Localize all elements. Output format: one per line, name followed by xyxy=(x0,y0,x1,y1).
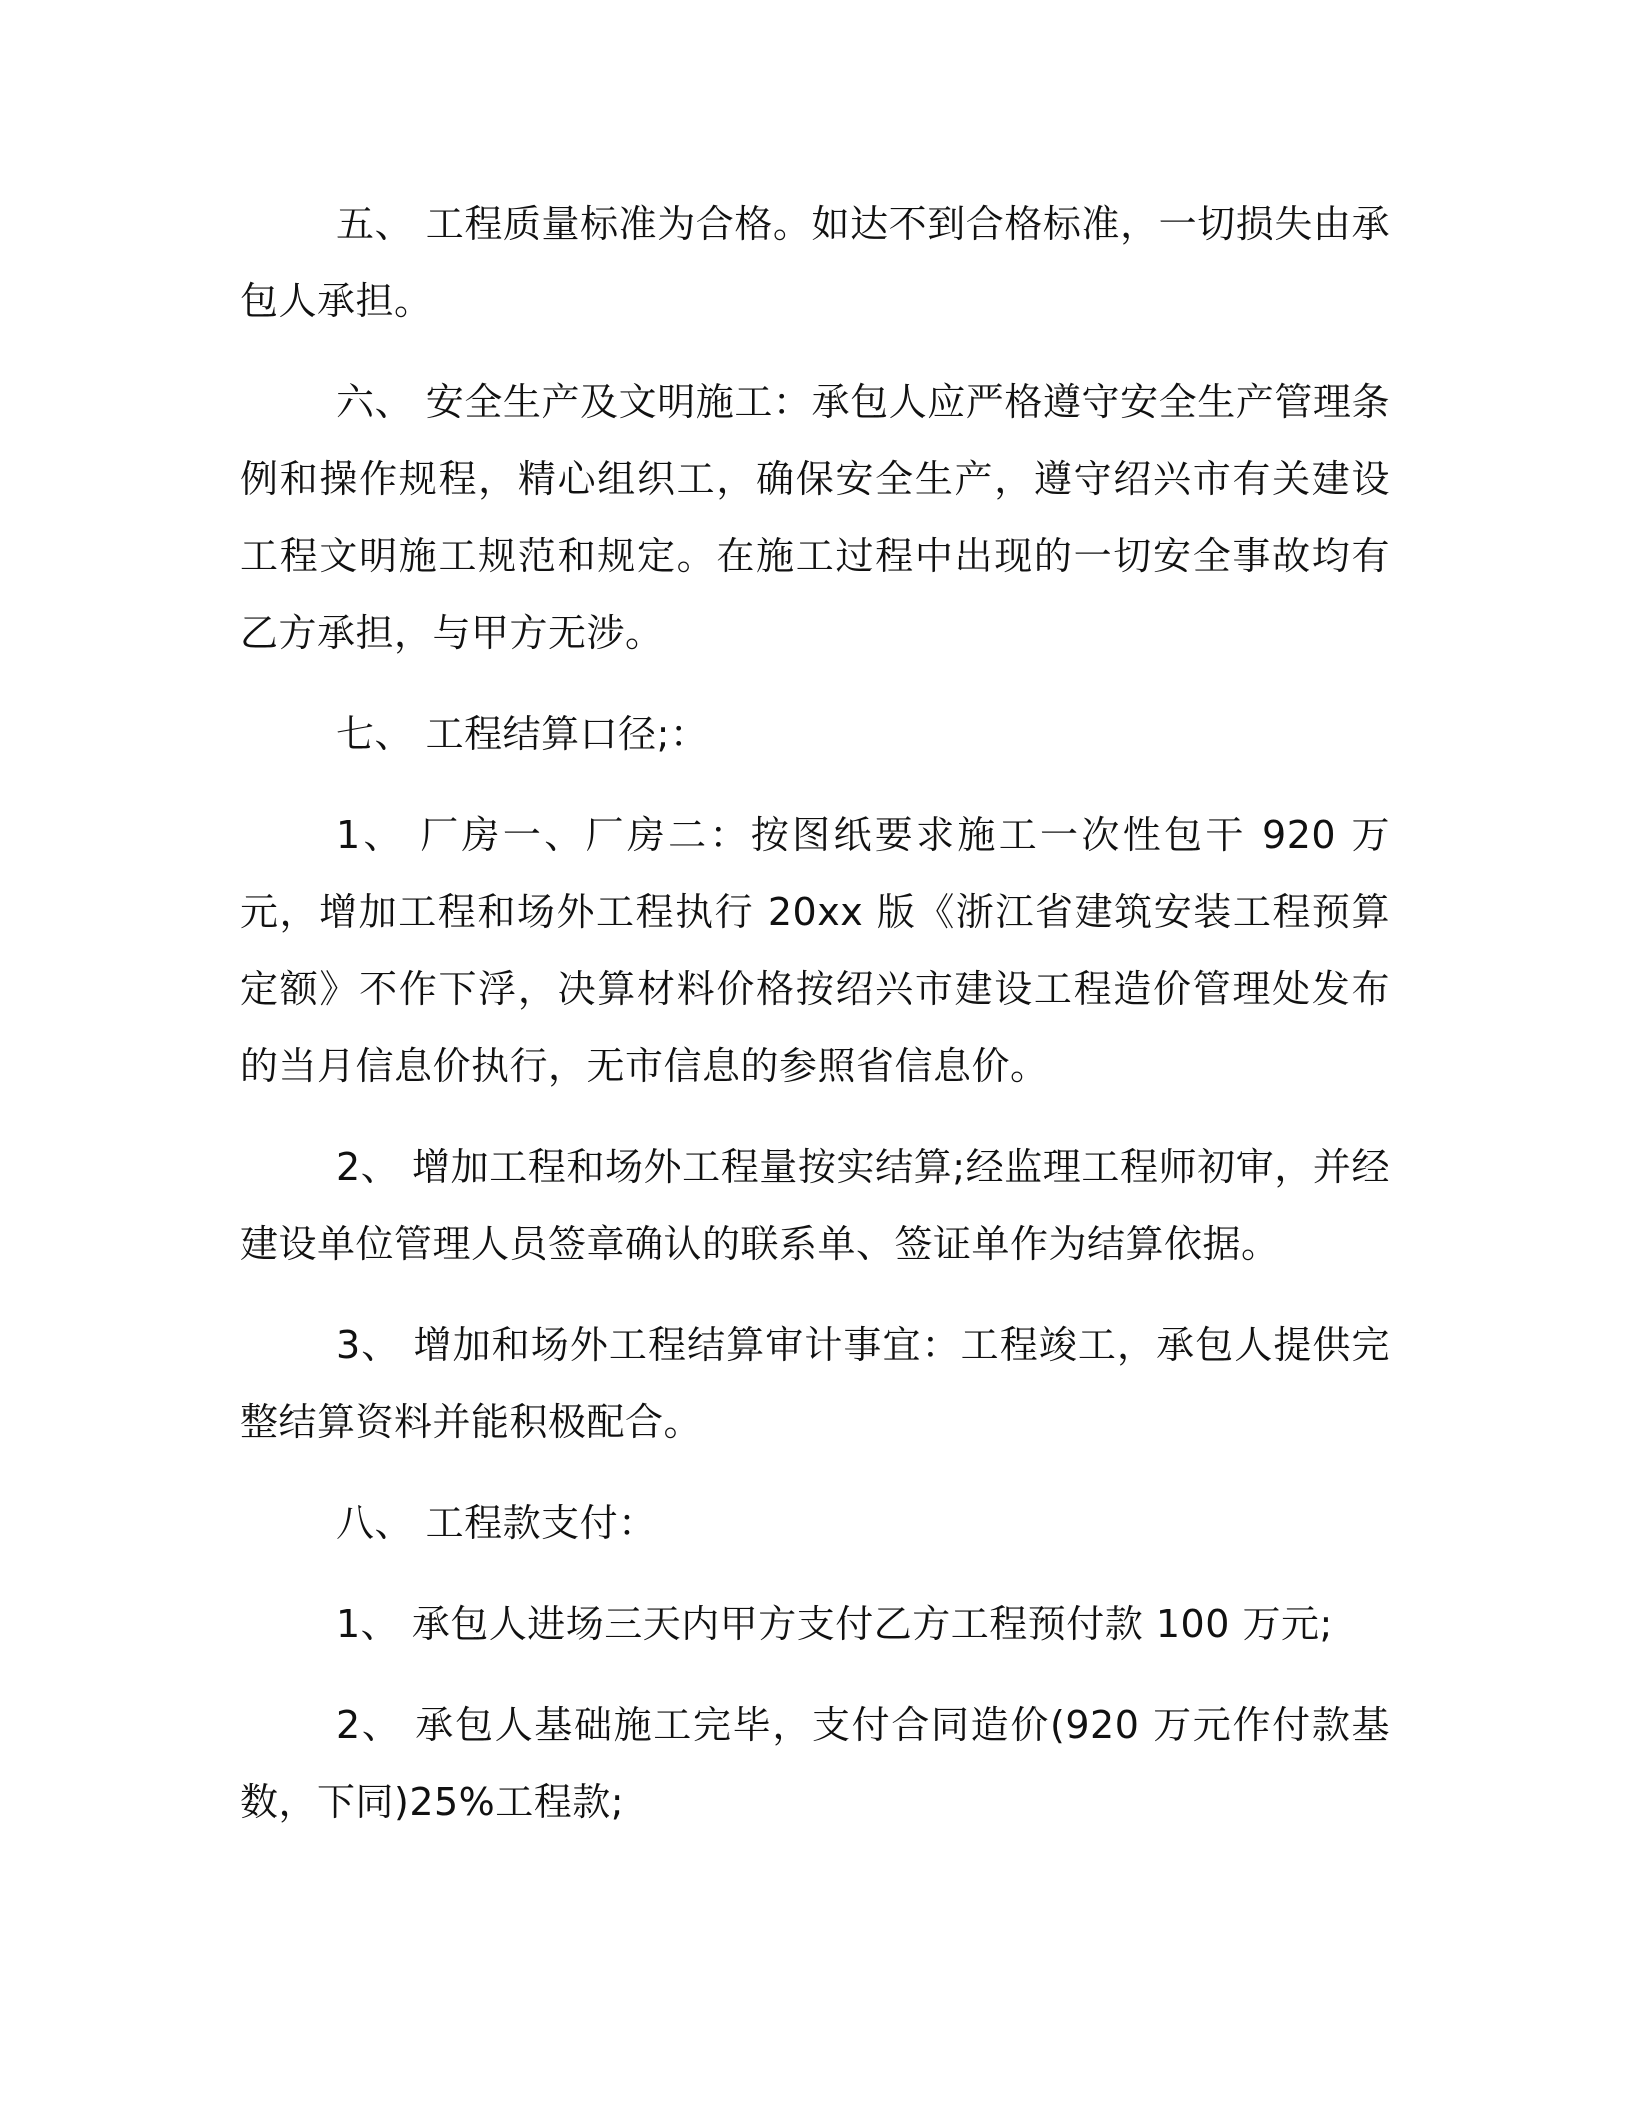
paragraph-safety-production: 六、 安全生产及文明施工：承包人应严格遵守安全生产管理条例和操作规程，精心组织工，确保安全生产，遵守绍兴市有关建设工程文明施工规范和规定。在施工过程中出现的一切安全事故均有乙方承担，与甲方无涉。 xyxy=(240,380,1390,655)
paragraph-settlement-item-2: 2、 增加工程和场外工程量按实结算;经监理工程师初审，并经建设单位管理人员签章确认的联系单、签证单作为结算依据。 xyxy=(240,1145,1390,1266)
paragraph-settlement-heading: 七、 工程结算口径;： xyxy=(336,712,709,756)
paragraph-payment-heading: 八、 工程款支付： xyxy=(336,1501,657,1545)
paragraph-quality-standard: 五、 工程质量标准为合格。如达不到合格标准，一切损失由承包人承担。 xyxy=(240,202,1390,323)
paragraph-settlement-item-1: 1、 厂房一、厂房二：按图纸要求施工一次性包干 920 万元，增加工程和场外工程执行 20xx 版《浙江省建筑安装工程预算定额》不作下浮，决算材料价格按绍兴市建设工程造价管理处发布的当月信息价执行，无市信息的参照省信息价。 xyxy=(240,813,1390,1088)
paragraph-settlement-item-3: 3、 增加和场外工程结算审计事宜：工程竣工，承包人提供完整结算资料并能积极配合。 xyxy=(240,1323,1390,1444)
document-body xyxy=(240,186,1390,1841)
paragraph-payment-item-2: 2、 承包人基础施工完毕，支付合同造价(920 万元作付款基数，下同)25%工程款; xyxy=(240,1703,1390,1824)
paragraph-payment-item-1: 1、 承包人进场三天内甲方支付乙方工程预付款 100 万元; xyxy=(336,1602,1333,1646)
